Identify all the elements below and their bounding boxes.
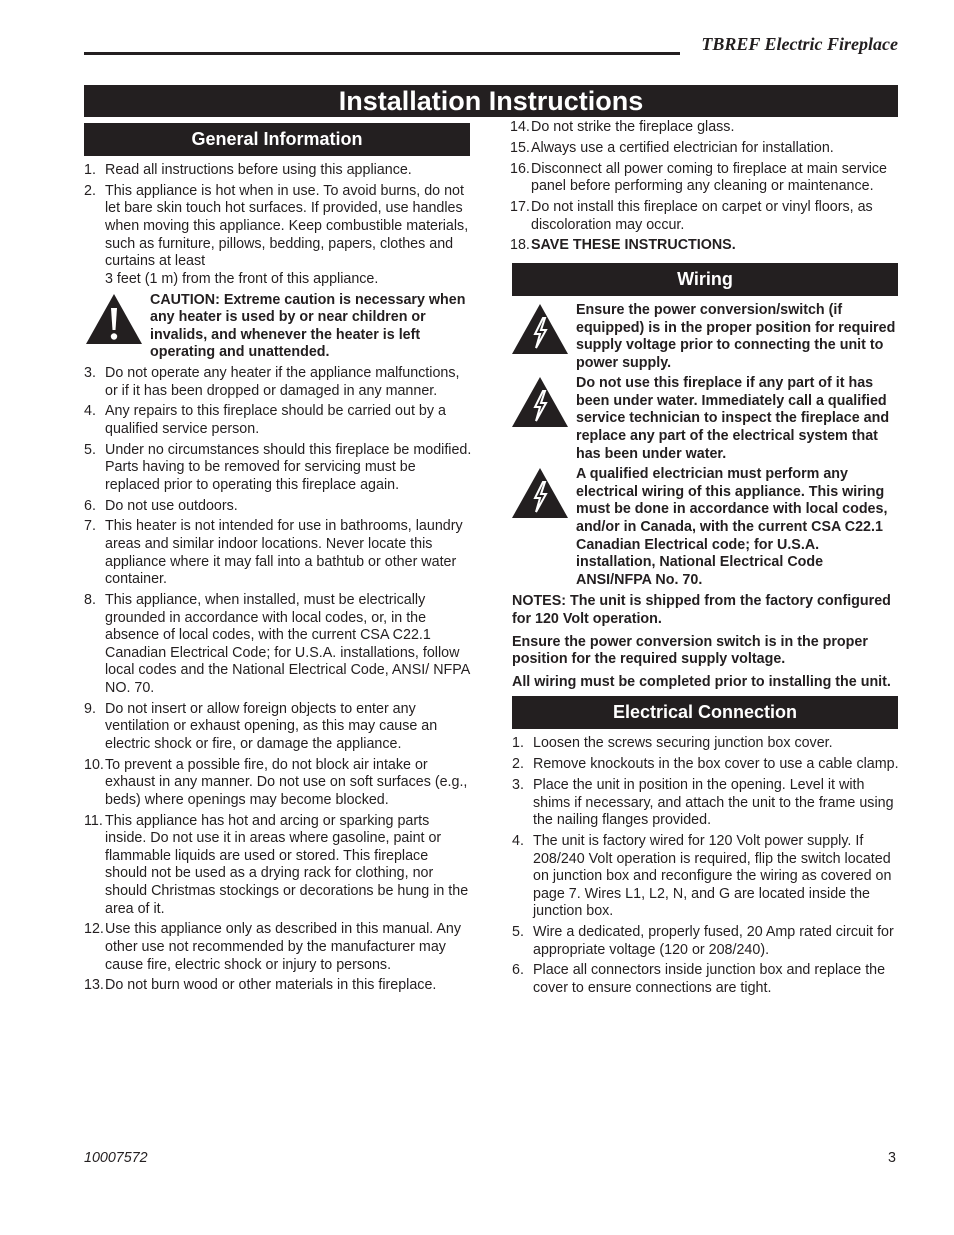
wiring-warning-text: Ensure the power conversion/switch (if equipped) is in the proper position for required supply voltage prior to connecting the unit to power supply. xyxy=(576,301,896,371)
list-item: 15. Always use a certified electrician for installation. xyxy=(510,139,834,156)
electrical-hazard-icon xyxy=(510,302,570,362)
list-item: 13. Do not burn wood or other materials in this fireplace. xyxy=(84,977,437,994)
list-item: 12. Use this appliance only as described in this manual. Any other use not recommended by the manufacturer may cause fire, electric shock or injury to persons. xyxy=(84,921,462,973)
general-list xyxy=(84,162,474,288)
list-item: 7. This heater is not intended for use in bathrooms, laundry areas and similar indoor locations. Never locate this appliance where it may fall into a bathtub or other water container. xyxy=(84,518,463,588)
left-column xyxy=(84,123,474,998)
list-item: 3. Do not operate any heater if the appliance malfunctions, or if it has been dropped or damaged in any manner. xyxy=(84,364,460,399)
list-item: 5. Wire a dedicated, properly fused, 20 Amp rated circuit for appropriate voltage (120 or 208/240). xyxy=(512,924,894,958)
list-item: 18. SAVE THESE INSTRUCTIONS. xyxy=(510,237,736,254)
header-rule xyxy=(84,52,680,55)
list-item: 11. This appliance has hot and arcing or sparking parts inside. Do not use it in areas where gasoline, paint or flammable liquids are used or stored. This fireplace should not be used as a drying rack for clothing, nor should Christmas stockings or decorations be hung in the area of it. xyxy=(84,812,469,917)
page-number: 3 xyxy=(888,1150,896,1166)
wiring-note: NOTES: The unit is shipped from the factory configured for 120 Volt operation. xyxy=(512,593,891,627)
wiring-warning-3 xyxy=(510,466,900,589)
list-item: 5. Under no circumstances should this fireplace be modified. Parts having to be removed for servicing must be replaced prior to operating this fireplace again. xyxy=(84,441,472,493)
wiring-warning-text: A qualified electrician must perform any electrical wiring of this appliance. This wiring must be done in accordance with local codes, and/or in Canada, with the current CSA C22.1 Canadian Electrical code; for U.S.A. installation, National Electrical Code ANSI/NFPA No. 70. xyxy=(576,466,888,588)
caution-text: CAUTION: Extreme caution is necessary when any heater is used by or near children or invalids, and whenever the heater is left operating and unattended. xyxy=(150,291,466,361)
document-number: 10007572 xyxy=(84,1150,148,1166)
list-item: 4. The unit is factory wired for 120 Volt power supply. If 208/240 Volt operation is required, flip the switch located on junction box and reconfigure the wiring as covered on page 7. Wires L1, L2, N, and G are located inside the junction box. xyxy=(512,832,892,920)
electrical-list xyxy=(510,735,900,997)
list-item: 1. Loosen the screws securing junction box cover. xyxy=(512,735,833,752)
list-item: 3. Place the unit in position in the opening. Level it with shims if necessary, and attach the unit to the frame using the nailing flanges provided. xyxy=(512,776,894,829)
list-item: 10. To prevent a possible fire, do not block air intake or exhaust in any manner. Do not use on soft surfaces (e.g., beds) where openings may become blocked. xyxy=(84,756,468,808)
wiring-warning-1 xyxy=(510,302,900,372)
header-title: TBREF Electric Fireplace xyxy=(701,34,898,54)
list-item: 17. Do not install this fireplace on carpet or vinyl floors, as discoloration may occur. xyxy=(510,198,873,233)
warning-exclamation-icon xyxy=(84,292,144,352)
list-item: 16. Disconnect all power coming to fireplace at main service panel before performing any cleaning or maintenance. xyxy=(510,160,887,195)
list-item: 1. Read all instructions before using this appliance. xyxy=(84,162,412,178)
list-item: 9. Do not insert or allow foreign objects to enter any ventilation or exhaust opening, as this may cause an electric shock or fire, or damage the appliance. xyxy=(84,700,438,752)
caution-block xyxy=(84,292,474,362)
wiring-warning-text: Do not use this fireplace if any part of it has been under water. Immediately call a qualified service technician to inspect the fireplace and replace any part of the electrical system that has been under water. xyxy=(576,375,890,462)
wiring-note: Ensure the power conversion switch is in the proper position for the required supply voltage. xyxy=(512,633,868,668)
list-item: 6. Place all connectors inside junction box and replace the cover to ensure connections are tight. xyxy=(512,962,886,997)
list-item: 3 feet (1 m) from the front of this appliance. xyxy=(105,270,379,287)
general-list-continued xyxy=(84,365,474,995)
list-item: 2. This appliance is hot when in use. To avoid burns, do not let bare skin touch hot surfaces. If provided, use handles when moving this appliance. Keep combustible materials, such as furniture, pillows, bedding, papers, clothes and curtains at least xyxy=(84,182,469,270)
section-heading-wiring: Wiring xyxy=(512,263,898,296)
electrical-hazard-icon xyxy=(510,375,570,435)
page-title: Installation Instructions xyxy=(84,85,898,117)
wiring-note: All wiring must be completed prior to installing the unit. xyxy=(512,673,891,690)
section-heading-general: General Information xyxy=(84,123,470,156)
section-heading-electrical: Electrical Connection xyxy=(512,696,898,729)
list-item: 2. Remove knockouts in the box cover to use a cable clamp. xyxy=(512,756,899,773)
electrical-hazard-icon xyxy=(510,466,570,526)
general-list-right xyxy=(510,119,900,255)
right-column xyxy=(510,119,900,1001)
wiring-warning-2 xyxy=(510,375,900,463)
list-item: 6. Do not use outdoors. xyxy=(84,497,238,514)
list-item: 4. Any repairs to this fireplace should be carried out by a qualified service person. xyxy=(84,403,446,437)
list-item: 8. This appliance, when installed, must be electrically grounded in accordance with local codes, or, in the absence of local codes, with the current CSA C22.1 Canadian Electrical Code; for U.S.A. installations, follow local codes and the National Electrical Code, ANSI/ NFPA NO. 70. xyxy=(84,591,470,696)
list-item: 14. Do not strike the fireplace glass. xyxy=(510,119,735,135)
